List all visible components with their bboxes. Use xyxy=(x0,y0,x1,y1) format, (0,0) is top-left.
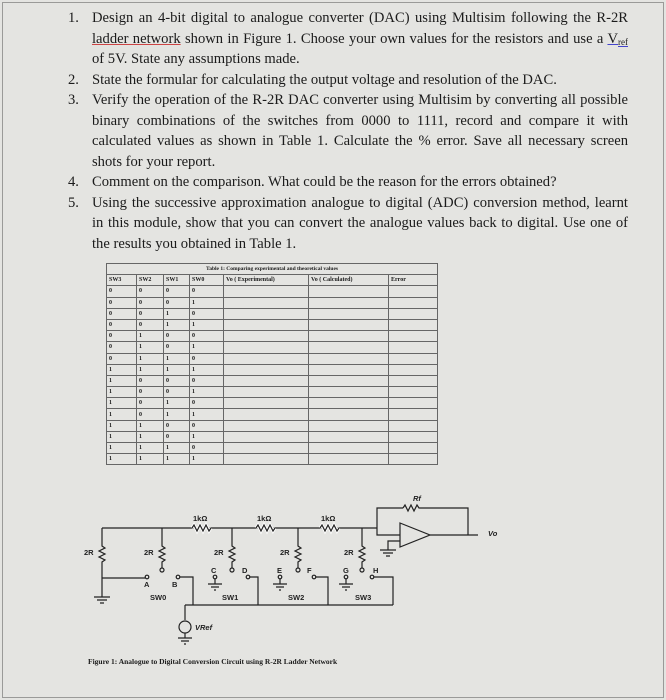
switch-cell: 1 xyxy=(137,420,164,431)
switch-cell: 0 xyxy=(190,308,224,319)
table-row xyxy=(107,286,438,297)
empty-cell xyxy=(224,286,309,297)
switch-cell: 1 xyxy=(190,409,224,420)
label-1k-1: 1kΩ xyxy=(193,514,208,523)
switch-cell: 1 xyxy=(190,431,224,442)
empty-cell xyxy=(389,331,438,342)
empty-cell xyxy=(309,308,389,319)
empty-cell xyxy=(389,342,438,353)
empty-cell xyxy=(224,387,309,398)
switch-cell: 1 xyxy=(107,364,137,375)
question-number: 5. xyxy=(68,194,79,211)
question-text: shown in Figure 1. Choose your own values for the resistors and use a xyxy=(180,30,608,47)
column-header: SW2 xyxy=(137,275,164,286)
empty-cell xyxy=(309,331,389,342)
switch-cell: 0 xyxy=(137,286,164,297)
question-text: Using the successive approximation analogue to digital (ADC) conversion method, learnt in this module, show that you can convert the analogue values back to digital. Use one of the results you obtained in Table 1. xyxy=(92,194,628,252)
switch-cell: 1 xyxy=(164,443,190,454)
empty-cell xyxy=(309,353,389,364)
label-vo: Vo xyxy=(488,529,498,538)
empty-cell xyxy=(389,353,438,364)
empty-cell xyxy=(389,375,438,386)
switch-cell: 0 xyxy=(164,420,190,431)
switch-cell: 0 xyxy=(107,319,137,330)
column-header: SW1 xyxy=(164,275,190,286)
empty-cell xyxy=(389,297,438,308)
column-header: Vo ( Calculated) xyxy=(309,275,389,286)
table-row xyxy=(107,398,438,409)
switch-cell: 0 xyxy=(164,286,190,297)
empty-cell xyxy=(224,443,309,454)
switch-cell: 1 xyxy=(107,443,137,454)
label-vref: VRef xyxy=(195,623,213,632)
switch-cell: 1 xyxy=(107,375,137,386)
empty-cell xyxy=(224,375,309,386)
table-row xyxy=(107,308,438,319)
switch-cell: 1 xyxy=(190,387,224,398)
resistor-2r-sw3 xyxy=(359,528,365,568)
empty-cell xyxy=(309,297,389,308)
switch-cell: 0 xyxy=(190,375,224,386)
label-2r: 2R xyxy=(214,548,224,557)
empty-cell xyxy=(389,409,438,420)
label-2r: 2R xyxy=(84,548,94,557)
switch-cell: 0 xyxy=(190,443,224,454)
terminal-d: D xyxy=(242,566,248,575)
empty-cell xyxy=(309,398,389,409)
question-item xyxy=(68,90,628,172)
switch-cell: 0 xyxy=(107,297,137,308)
table-row xyxy=(107,454,438,465)
r2r-ladder-circuit xyxy=(80,490,530,670)
switch-cell: 1 xyxy=(164,353,190,364)
empty-cell xyxy=(224,398,309,409)
label-sw0: SW0 xyxy=(150,593,167,602)
switch-cell: 1 xyxy=(137,342,164,353)
label-sw1: SW1 xyxy=(222,593,239,602)
empty-cell xyxy=(309,454,389,465)
resistor-rf xyxy=(403,505,421,511)
table-row xyxy=(107,353,438,364)
switch-cell: 0 xyxy=(137,398,164,409)
table-row xyxy=(107,409,438,420)
empty-cell xyxy=(389,398,438,409)
switch-cell: 1 xyxy=(190,364,224,375)
table-row xyxy=(107,319,438,330)
switch-cell: 1 xyxy=(137,431,164,442)
empty-cell xyxy=(224,353,309,364)
comparison-table xyxy=(106,263,438,465)
question-item xyxy=(68,193,628,255)
switch-cell: 0 xyxy=(107,308,137,319)
empty-cell xyxy=(224,319,309,330)
column-header: SW3 xyxy=(107,275,137,286)
empty-cell xyxy=(224,308,309,319)
empty-cell xyxy=(389,319,438,330)
resistor-2r-sw2 xyxy=(295,528,301,568)
switch-cell: 0 xyxy=(107,331,137,342)
column-header: Error xyxy=(389,275,438,286)
switch-cell: 1 xyxy=(164,409,190,420)
switch-cell: 0 xyxy=(164,331,190,342)
terminal-f: F xyxy=(307,566,312,575)
question-text: V xyxy=(607,30,618,47)
empty-cell xyxy=(224,364,309,375)
label-1k-2: 1kΩ xyxy=(257,514,272,523)
table-row xyxy=(107,364,438,375)
switch-cell: 0 xyxy=(137,375,164,386)
question-item xyxy=(68,172,628,193)
switch-cell: 0 xyxy=(137,297,164,308)
resistor-2r-left xyxy=(99,528,105,597)
question-number: 4. xyxy=(68,174,79,190)
empty-cell xyxy=(224,431,309,442)
switch-cell: 1 xyxy=(137,353,164,364)
switch-cell: 1 xyxy=(107,420,137,431)
switch-cell: 0 xyxy=(107,286,137,297)
switch-cell: 0 xyxy=(190,398,224,409)
switch-cell: 0 xyxy=(190,420,224,431)
table-row xyxy=(107,420,438,431)
switch-cell: 1 xyxy=(164,308,190,319)
switch-cell: 0 xyxy=(137,319,164,330)
table-row xyxy=(107,342,438,353)
switch-cell: 0 xyxy=(137,409,164,420)
label-sw2: SW2 xyxy=(288,593,305,602)
switch-cell: 1 xyxy=(164,398,190,409)
switch-cell: 0 xyxy=(190,331,224,342)
label-2r: 2R xyxy=(280,548,290,557)
switch-cell: 0 xyxy=(164,375,190,386)
empty-cell xyxy=(389,308,438,319)
switch-cell: 1 xyxy=(190,454,224,465)
empty-cell xyxy=(224,454,309,465)
empty-cell xyxy=(309,342,389,353)
empty-cell xyxy=(309,431,389,442)
empty-cell xyxy=(224,420,309,431)
table-row xyxy=(107,387,438,398)
label-sw3: SW3 xyxy=(355,593,372,602)
switch-cell: 1 xyxy=(137,443,164,454)
switch-cell: 0 xyxy=(107,342,137,353)
question-number: 2. xyxy=(68,71,79,88)
switch-cell: 1 xyxy=(107,409,137,420)
question-text: of 5V. State any assumptions made. xyxy=(92,51,300,67)
empty-cell xyxy=(389,454,438,465)
empty-cell xyxy=(389,431,438,442)
empty-cell xyxy=(309,286,389,297)
switch-cell: 1 xyxy=(164,364,190,375)
empty-cell xyxy=(309,319,389,330)
empty-cell xyxy=(224,409,309,420)
switch-cell: 0 xyxy=(164,297,190,308)
switch-cell: 0 xyxy=(107,353,137,364)
label-2r: 2R xyxy=(344,548,354,557)
empty-cell xyxy=(389,420,438,431)
switch-cell: 1 xyxy=(164,454,190,465)
terminal-g: G xyxy=(343,566,349,575)
table-title: Table 1: Comparing experimental and theoretical values xyxy=(107,264,438,275)
question-text: Verify the operation of the R-2R DAC converter using Multisim by converting all possible binary combinations of the switches from 0000 to 1111, record and compare it with calculated values as shown in Table 1. Calculate the % error. Save all necessary screen shots for your report. xyxy=(92,92,628,170)
switch-cell: 0 xyxy=(164,342,190,353)
label-2r: 2R xyxy=(144,548,154,557)
table-row xyxy=(107,297,438,308)
empty-cell xyxy=(309,409,389,420)
switch-cell: 1 xyxy=(164,319,190,330)
empty-cell xyxy=(309,420,389,431)
label-1k-3: 1kΩ xyxy=(321,514,336,523)
empty-cell xyxy=(389,443,438,454)
question-number: 1. xyxy=(68,10,79,26)
question-text: Design an 4-bit digital to analogue converter (DAC) using Multisim following the R-2R xyxy=(92,10,628,26)
switch-cell: 1 xyxy=(107,387,137,398)
empty-cell xyxy=(224,297,309,308)
question-text: State the formular for calculating the output voltage and resolution of the DAC. xyxy=(92,71,557,88)
question-list xyxy=(68,8,628,254)
switch-cell: 0 xyxy=(164,431,190,442)
terminal-c: C xyxy=(211,566,217,575)
empty-cell xyxy=(309,375,389,386)
column-header: Vo ( Experimental) xyxy=(224,275,309,286)
figure-caption: Figure 1: Analogue to Digital Conversion Circuit using R-2R Ladder Network xyxy=(88,657,338,666)
question-number: 3. xyxy=(68,92,79,108)
switch-cell: 1 xyxy=(190,319,224,330)
table-row xyxy=(107,443,438,454)
ground-icon xyxy=(94,597,110,603)
vref-subscript: ref xyxy=(618,36,628,47)
question-item xyxy=(68,70,628,91)
op-amp-icon xyxy=(400,523,430,547)
question-text: ladder network xyxy=(92,30,181,47)
terminal-e: E xyxy=(277,566,283,575)
terminal-a: A xyxy=(144,580,150,589)
switch-cell: 1 xyxy=(107,398,137,409)
switch-cell: 1 xyxy=(190,342,224,353)
switch-cell: 1 xyxy=(107,431,137,442)
column-header: SW0 xyxy=(190,275,224,286)
terminal-h: H xyxy=(373,566,379,575)
switch-cell: 0 xyxy=(190,286,224,297)
empty-cell xyxy=(389,387,438,398)
question-item xyxy=(68,8,628,70)
resistor-2r-sw0 xyxy=(159,528,165,568)
question-text: Comment on the comparison. What could be the reason for the errors obtained? xyxy=(92,174,557,190)
switch-cell: 1 xyxy=(137,454,164,465)
empty-cell xyxy=(389,364,438,375)
switch-cell: 0 xyxy=(164,387,190,398)
empty-cell xyxy=(389,286,438,297)
empty-cell xyxy=(224,331,309,342)
empty-cell xyxy=(309,387,389,398)
switch-cell: 0 xyxy=(137,308,164,319)
switch-cell: 1 xyxy=(190,297,224,308)
terminal-b: B xyxy=(172,580,178,589)
empty-cell xyxy=(224,342,309,353)
table-row xyxy=(107,375,438,386)
switch-cell: 1 xyxy=(107,454,137,465)
switch-cell: 0 xyxy=(137,387,164,398)
vref-source-icon xyxy=(179,621,191,633)
table-header-row xyxy=(107,275,438,286)
switch-cell: 1 xyxy=(137,364,164,375)
resistor-2r-sw1 xyxy=(229,528,235,568)
switch-cell: 1 xyxy=(137,331,164,342)
empty-cell xyxy=(309,364,389,375)
table-row xyxy=(107,331,438,342)
label-rf: Rf xyxy=(413,494,421,503)
empty-cell xyxy=(309,443,389,454)
switch-cell: 0 xyxy=(190,353,224,364)
table-row xyxy=(107,431,438,442)
